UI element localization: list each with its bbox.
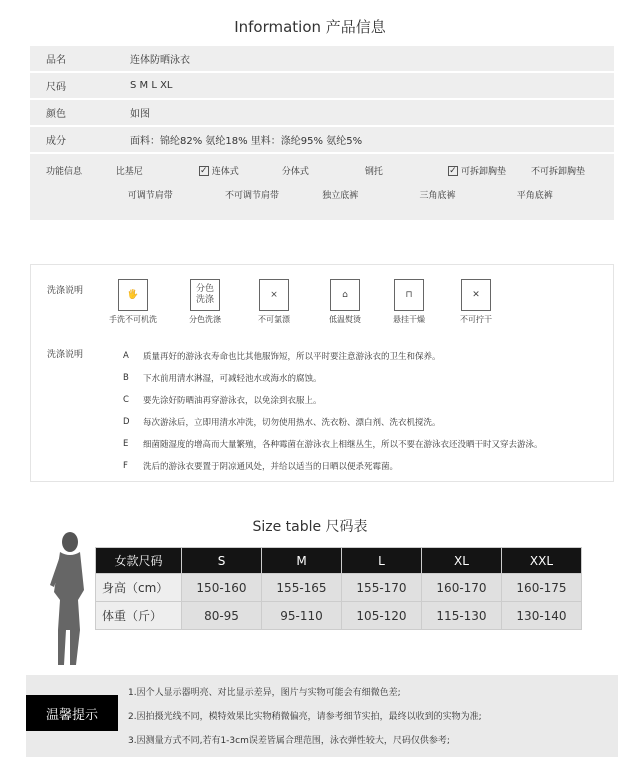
size-table-header [96, 548, 582, 574]
info-value: 如图 [130, 109, 150, 120]
function-line-2 [30, 182, 614, 206]
function-option [365, 164, 448, 177]
size-header-cell: XXL [502, 548, 582, 574]
table-cell: 130-140 [502, 602, 582, 630]
info-label: 尺码 [46, 82, 66, 93]
wash-note [123, 389, 543, 411]
function-option [531, 164, 614, 177]
wash-note [123, 367, 543, 389]
info-row-material [30, 127, 614, 154]
note-text: 下水前用清水淋湿，可减轻池水或海水的腐蚀。 [143, 374, 322, 384]
function-option-label: 连体式 [211, 166, 239, 177]
wash-icon-item [456, 279, 496, 325]
note-key: A [123, 351, 129, 361]
wash-icon-label: 不可拧干 [460, 315, 492, 324]
function-option-label: 平角底裤 [516, 190, 553, 201]
tip-line: 3.因测量方式不同,若有1-3cm误差皆属合理范围，泳衣弹性较大，尺码仅供参考; [128, 736, 450, 746]
note-text: 细菌随湿度的增高而大量繁殖，各种霉菌在游泳衣上相继丛生，所以不要在游泳衣还没晒干时又穿去游泳。 [143, 440, 543, 450]
wash-note [123, 455, 543, 477]
function-option-label: 可拆卸胸垫 [460, 166, 506, 177]
table-cell: 160-175 [502, 574, 582, 602]
size-header-cell: XL [422, 548, 502, 574]
row-label: 体重（斤） [96, 602, 182, 630]
tip-line: 1.因个人显示器明亮、对比显示差异，图片与实物可能会有细微色差; [128, 688, 401, 698]
function-option [448, 164, 531, 177]
table-cell: 155-170 [342, 574, 422, 602]
size-header-cell: 女款尺码 [96, 548, 182, 574]
wash-note [123, 411, 543, 433]
note-text: 要先涂好防晒油再穿游泳衣，以免涂到衣服上。 [143, 396, 322, 406]
size-header-cell: L [342, 548, 422, 574]
product-info-panel [30, 46, 614, 222]
info-row-size [30, 73, 614, 100]
info-row-color [30, 100, 614, 127]
function-option-label: 三角底裤 [419, 190, 456, 201]
note-key: B [123, 373, 129, 383]
function-option [199, 164, 282, 177]
low-iron-icon: ⌂ [330, 279, 360, 311]
table-cell: 115-130 [422, 602, 502, 630]
row-label: 身高（cm） [96, 574, 182, 602]
info-label: 品名 [46, 55, 66, 66]
wash-instructions-panel [30, 264, 614, 482]
wash-icon-label: 悬挂干燥 [393, 315, 425, 324]
wash-icon-label: 不可氯漂 [258, 315, 290, 324]
function-line-1 [30, 158, 614, 182]
info-row-name [30, 46, 614, 73]
info-value: S M L XL [130, 80, 173, 91]
checkbox-checked-icon: ✓ [200, 166, 208, 176]
note-key: D [123, 417, 130, 427]
wash-icon-item [325, 279, 365, 325]
table-cell: 160-170 [422, 574, 502, 602]
function-option-label: 钢托 [364, 166, 383, 177]
tip-line: 2.因拍摄光线不同，模特效果比实物稍微偏亮，请参考细节实拍，最终以收到的实物为准; [128, 712, 482, 722]
tips-panel [26, 675, 618, 757]
size-table [95, 547, 582, 630]
tips-badge: 温馨提示 [26, 695, 118, 731]
no-wring-icon: ✕ [461, 279, 491, 311]
info-row-function [30, 154, 614, 222]
hand-wash-icon: 🖐 [118, 279, 148, 311]
info-label: 颜色 [46, 109, 66, 120]
wash-note [123, 433, 543, 455]
table-row [96, 602, 582, 630]
size-table-title: Size table 尺码表 [252, 519, 368, 535]
function-option-label: 不可拆卸胸垫 [530, 166, 585, 177]
wash-icon-item [254, 279, 294, 325]
tips-text [128, 681, 482, 753]
size-header-cell: S [182, 548, 262, 574]
function-option-label: 可调节肩带 [127, 190, 173, 201]
wash-icon-label: 分色洗涤 [189, 315, 221, 324]
checkbox-checked-icon: ✓ [449, 166, 457, 176]
info-label: 功能信息 [46, 166, 83, 177]
separate-wash-icon: 分色 洗涤 [190, 279, 220, 311]
wash-icon-item [185, 279, 225, 325]
table-cell: 150-160 [182, 574, 262, 602]
table-cell: 80-95 [182, 602, 262, 630]
info-value: 连体防晒泳衣 [130, 55, 190, 66]
function-option [282, 164, 365, 177]
function-option-label: 分体式 [281, 166, 309, 177]
note-text: 洗后的游泳衣要置于阴凉通风处，并给以适当的日晒以便杀死霉菌。 [143, 462, 399, 472]
note-key: F [123, 461, 128, 471]
wash-notes-label: 洗涤说明 [47, 350, 84, 360]
wash-label: 洗涤说明 [47, 286, 84, 296]
wash-note [123, 345, 543, 367]
table-cell: 95-110 [262, 602, 342, 630]
note-key: E [123, 439, 129, 449]
size-header-cell: M [262, 548, 342, 574]
wash-icon-label: 手洗不可机洗 [109, 315, 157, 324]
function-option [116, 164, 199, 177]
function-option-label: 不可调节肩带 [224, 190, 279, 201]
no-bleach-icon: ⨯ [259, 279, 289, 311]
table-cell: 105-120 [342, 602, 422, 630]
info-value: 面料：锦纶82% 氨纶18% 里料：涤纶95% 氨纶5% [130, 136, 363, 147]
note-key: C [123, 395, 129, 405]
note-text: 每次游泳后，立即用清水冲洗，切勿使用热水、洗衣粉、漂白剂、洗衣机搅洗。 [143, 418, 441, 428]
table-cell: 155-165 [262, 574, 342, 602]
model-silhouette-icon [38, 530, 98, 670]
note-text: 质量再好的游泳衣寿命也比其他服饰短，所以平时要注意游泳衣的卫生和保养。 [143, 352, 441, 362]
wash-icon-label: 低温熨烫 [329, 315, 361, 324]
wash-notes [123, 345, 543, 477]
hang-dry-icon: ⊓ [394, 279, 424, 311]
function-option-label: 独立底裤 [322, 190, 359, 201]
page-title: Information 产品信息 [234, 18, 386, 36]
wash-icon-item [389, 279, 429, 325]
info-label: 成分 [46, 136, 66, 147]
wash-icon-item [109, 279, 157, 325]
table-row [96, 574, 582, 602]
function-option-label: 比基尼 [115, 166, 143, 177]
